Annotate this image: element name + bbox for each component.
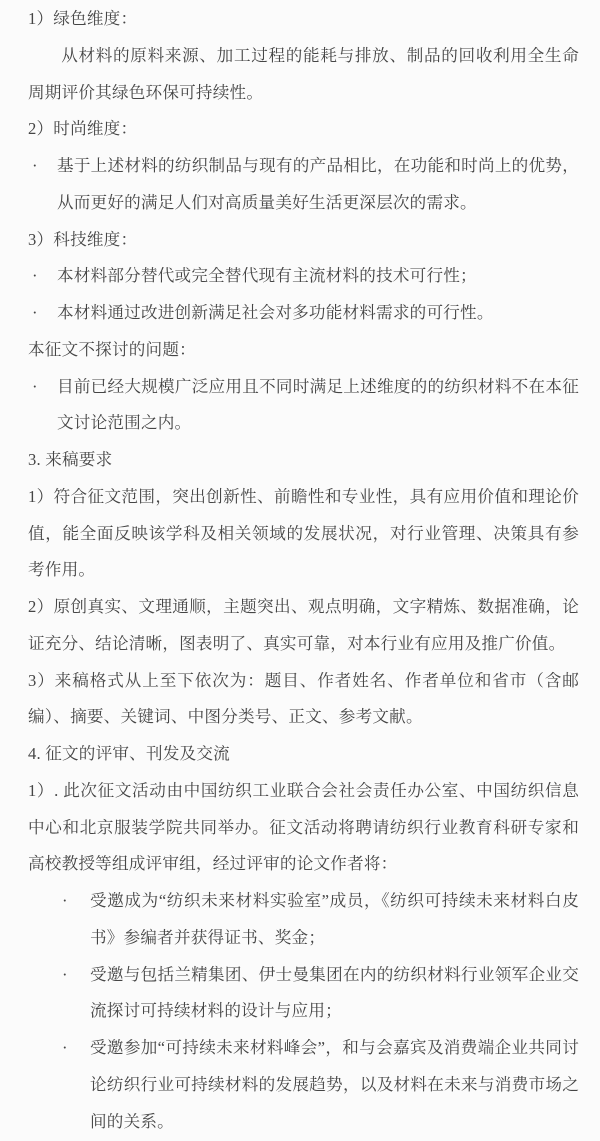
paragraph: 从材料的原料来源、加工过程的能耗与排放、制品的回收利用全生命周期评价其绿色环保可持续性。 [28, 45, 579, 102]
section-heading: 3）科技维度： [28, 229, 138, 249]
list-item [28, 957, 579, 1031]
document-body [28, 1, 579, 1140]
list-item-text: 本材料部分替代或完全替代现有主流材料的技术可行性； [57, 266, 477, 286]
paragraph: 2）原创真实、文理通顺，主题突出、观点明确，文字精炼、数据准确，论证充分、结论清晰，图表明了、真实可靠，对本行业有应用及推广价值。 [28, 597, 579, 653]
list-item [28, 883, 579, 957]
list-item-text: 本材料通过改进创新满足社会对多功能材料需求的可行性。 [57, 303, 494, 322]
section-heading: 3. 来稿要求 [28, 450, 113, 469]
section-heading: 4. 征文的评审、刊发及交流 [28, 744, 230, 763]
bullet-dot-icon: · [32, 376, 38, 396]
list-item [28, 369, 579, 443]
section-heading: 本征文不探讨的问题： [28, 339, 196, 359]
list-item [28, 295, 579, 332]
list-item [28, 1030, 579, 1140]
list-item [28, 148, 579, 222]
bullet-dot-icon: · [32, 303, 38, 322]
list-item-text: 受邀成为“纺织未来材料实验室”成员，《纺织可持续未来材料白皮书》参编者并获得证书、奖金； [90, 891, 579, 947]
paragraph: 1）符合征文范围，突出创新性、前瞻性和专业性，具有应用价值和理论价值，能全面反映该学科及相关领域的发展状况，对行业管理、决策具有参考作用。 [28, 486, 579, 580]
list-item-text: 基于上述材料的纺织制品与现有的产品相比，在功能和时尚上的优势，从而更好的满足人们对高质量美好生活更深层次的需求。 [57, 156, 579, 212]
bullet-dot-icon: · [62, 1038, 68, 1057]
list-item [28, 258, 579, 295]
bullet-dot-icon: · [32, 156, 38, 175]
bullet-dot-icon: · [32, 266, 38, 286]
paragraph: 1）. 此次征文活动由中国纺织工业联合会社会责任办公室、中国纺织信息中心和北京服装学院共同举办。征文活动将聘请纺织行业教育科研专家和高校教授等组成评审组，经过评审的论文作者将： [28, 780, 579, 874]
paragraph: 3）来稿格式从上至下依次为：题目、作者姓名、作者单位和省市（含邮编）、摘要、关键词、中图分类号、正文、参考文献。 [28, 670, 579, 727]
list-item-text: 受邀与包括兰精集团、伊士曼集团在内的纺织材料行业领军企业交流探讨可持续材料的设计与应用； [90, 964, 579, 1021]
section-heading: 1）绿色维度： [28, 9, 138, 28]
bullet-dot-icon: · [62, 964, 68, 984]
list-item-text: 目前已经大规模广泛应用且不同时满足上述维度的的纺织材料不在本征文讨论范围之内。 [57, 376, 579, 433]
bullet-dot-icon: · [62, 891, 68, 910]
list-item-text: 受邀参加“可持续未来材料峰会”，和与会嘉宾及消费端企业共同讨论纺织行业可持续材料的发展趋势，以及材料在未来与消费市场之间的关系。 [90, 1038, 579, 1131]
section-heading: 2）时尚维度： [28, 119, 138, 139]
